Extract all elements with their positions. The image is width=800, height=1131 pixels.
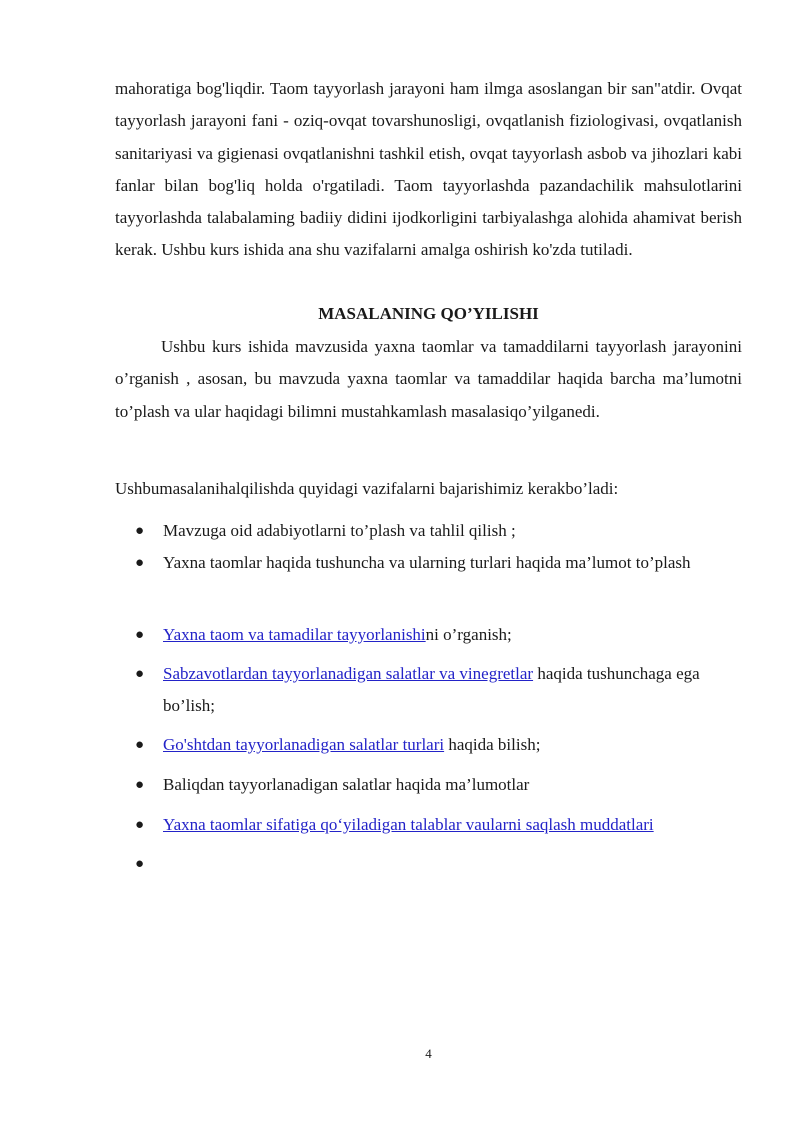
bullet-icon: ● xyxy=(135,627,145,643)
list-item-text xyxy=(163,658,735,722)
section-heading: MASALANING QO’YILISHI xyxy=(318,304,539,323)
list-item-link[interactable]: Yaxna taomlar sifatiga qo‘yiladigan talablar vaularni saqlash muddatlari xyxy=(163,815,654,834)
tasks-lead-paragraph: Ushbumasalanihalqilishda quyidagi vazifalarni bajarishimiz kerakbo’ladi: xyxy=(115,479,619,498)
page-number: 4 xyxy=(425,1046,432,1061)
bullet-icon: ● xyxy=(135,737,145,753)
bullet-icon: ● xyxy=(135,523,145,539)
list-item-text xyxy=(163,729,725,761)
list-item xyxy=(135,809,725,841)
bullet-icon: ● xyxy=(135,777,145,793)
bullet-icon: ● xyxy=(135,666,145,682)
intro-paragraph: mahoratiga bog'liqdir. Taom tayyorlash jarayoni ham ilmga asoslangan bir san"atdir. Ovqat tayyorlash jarayoni fani - oziq-ovqat tovarshunosligi, ovqatlanish fiziologivasi, ovqatlanish sanitariyasi va gigienasi ovqatlanishni tashkil etish, ovqat tayyorlash asbob va jihozlari kabi fanlar bilan bog'liq holda o'rgatiladi. Taom tayyorlashda pazandachilik mahsulotlarini tayyorlashda talabalaming badiiy didini ijodkorligini tarbiyalashga alohida ahamivat berish kerak. Ushbu kurs ishida ana shu vazifalarni amalga oshirish ko'zda tutiladi. xyxy=(115,79,742,260)
list-item-text: Mavzuga oid adabiyotlarni to’plash va tahlil qilish ; xyxy=(163,521,516,540)
list-item-text: Yaxna taomlar haqida tushuncha va ularning turlari haqida ma’lumot to’plash xyxy=(163,553,691,572)
list-item-text xyxy=(163,619,725,651)
bullet-icon: ● xyxy=(135,817,145,833)
list-item xyxy=(135,619,725,651)
list-item-text: Baliqdan tayyorlanadigan salatlar haqida ma’lumotlar xyxy=(163,775,530,794)
task-paragraph: Ushbu kurs ishida mavzusida yaxna taomlar va tamaddilarni tayyorlash jarayonini o’rganish , asosan, bu mavzuda yaxna taomlar va tamaddilar haqida barcha ma’lumotni to’plash va ular haqidagi bilimni mustahkamlash masalasiqo’yilganedi. xyxy=(115,337,742,421)
list-item-link[interactable]: Sabzavotlardan tayyorlanadigan salatlar va vinegretlar xyxy=(163,664,534,683)
list-item xyxy=(135,769,725,801)
list-item-link[interactable]: Yaxna taom va tamadilar tayyorlanishi xyxy=(163,625,426,644)
list-item xyxy=(135,658,735,722)
list-item xyxy=(135,515,725,547)
list-item-rest: haqida bilish; xyxy=(444,735,541,754)
bullet-icon: ● xyxy=(135,856,145,872)
bullet-icon: ● xyxy=(135,555,145,571)
list-item xyxy=(135,547,695,579)
list-item-text xyxy=(163,809,725,841)
list-item-rest: ni o’rganish; xyxy=(425,625,512,644)
list-item-link[interactable]: Go'shtdan tayyorlanadigan salatlar turlari xyxy=(163,735,445,754)
list-item-rest: haqida tushunchaga ega bo’lish; xyxy=(163,664,700,715)
list-item xyxy=(135,729,725,761)
